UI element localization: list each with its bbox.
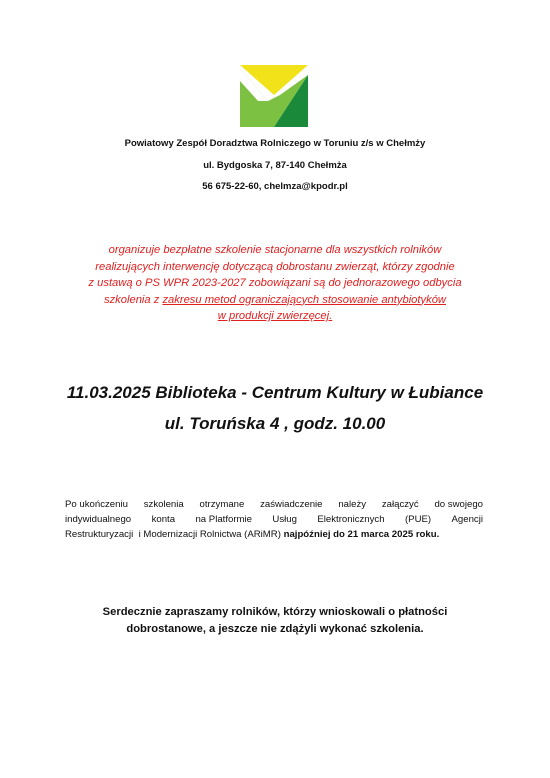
info-word: (PUE) xyxy=(404,514,432,526)
announcement-text-plain: szkolenia z xyxy=(103,293,163,306)
info-line-1 xyxy=(65,497,483,512)
announcement-line xyxy=(70,292,480,309)
info-word: Po ukończeniu xyxy=(65,499,128,510)
info-line-3 xyxy=(65,527,483,542)
info-word: Elektronicznych xyxy=(317,514,385,526)
info-word: do swojego xyxy=(434,499,483,510)
announcement-line xyxy=(70,308,480,325)
info-word: na Platformie xyxy=(195,514,252,526)
kpodr-logo xyxy=(240,65,308,127)
closing-line: dobrostanowe, a jeszcze nie zdążyli wykonać szkolenia. xyxy=(126,623,424,635)
certificate-info xyxy=(65,497,483,543)
training-topic-underlined: zakresu metod ograniczających stosowanie antybiotyków xyxy=(162,293,446,306)
announcement-text xyxy=(70,242,480,325)
event-date-place: 11.03.2025 Biblioteka - Centrum Kultury w Łubiance xyxy=(66,383,484,402)
info-word: otrzymane xyxy=(199,499,245,510)
info-word: Usług xyxy=(272,514,297,526)
info-word: indywidualnego xyxy=(65,514,132,526)
announcement-line: z ustawą o PS WPR 2023-2027 zobowiązani są do jednorazowego odbycia xyxy=(88,277,462,289)
info-word: zaświadczenie xyxy=(260,499,323,510)
info-word: konta xyxy=(151,514,176,526)
training-topic-underlined: w produkcji zwierzęcej. xyxy=(217,310,333,322)
info-word: Agencji xyxy=(451,514,483,526)
info-word: szkolenia xyxy=(143,499,184,510)
organization-contact: 56 675-22-60, chelmza@kpodr.pl xyxy=(202,181,348,192)
organization-address: ul. Bydgoska 7, 87-140 Chełmża xyxy=(203,160,347,171)
info-word: należy xyxy=(338,499,367,510)
announcement-line: organizuje bezpłatne szkolenie stacjonarne dla wszystkich rolników xyxy=(108,244,442,256)
announcement-line: realizujących interwencję dotyczącą dobrostanu zwierząt, którzy zgodnie xyxy=(95,260,455,273)
deadline-text: najpóźniej do 21 marca 2025 roku. xyxy=(283,529,440,541)
info-text: Restrukturyzacji i Modernizacji Rolnictwa (ARiMR) xyxy=(65,529,284,541)
info-line-2 xyxy=(65,512,483,527)
closing-line: Serdecznie zapraszamy rolników, którzy wnioskowali o płatności xyxy=(102,606,448,618)
info-word: załączyć xyxy=(381,499,419,510)
closing-invitation xyxy=(70,604,480,638)
event-street-time: ul. Toruńska 4 , godz. 10.00 xyxy=(164,414,386,433)
organization-name: Powiatowy Zespół Doradztwa Rolniczego w Toruniu z/s w Chełmży xyxy=(124,138,426,149)
